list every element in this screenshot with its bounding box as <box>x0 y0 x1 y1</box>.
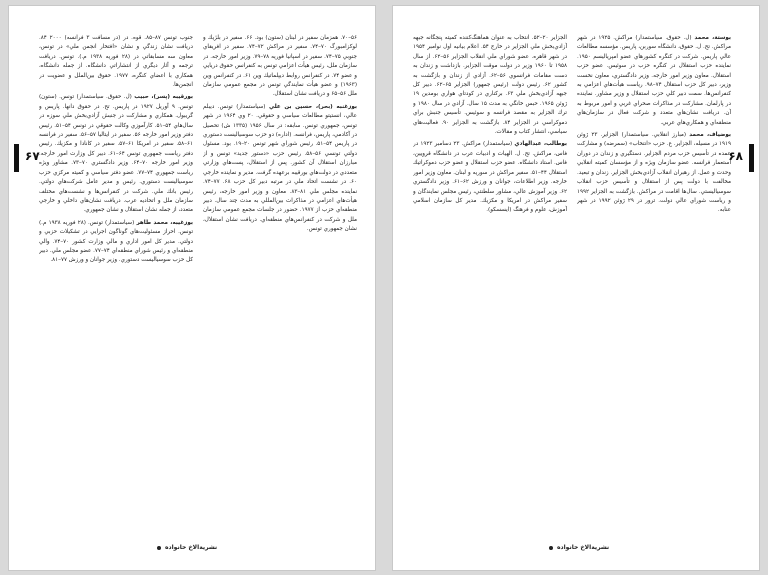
entry-text: (مبارز انقلابي. سياستمدار) الجزاير. ۲۳ ژوئن ۱۹۱۹ در مسيله، الجزاير. ع. حزب «انتخاب» (سمرضه) و مشاركت عمده در تأسيس حزب مردم الجزاير. دستگيري و زندان در دوران استعمار فرانسه. عضو سازمان ويژه و از مؤسسان كميته انقلابي وحدت و عمل. از رهبران انقلاب آزادي‌بخش الجزاير. زندان و تبعيد. مخالفت با دولت پس از استقلال و تأسيس حزب انقلاب سوسياليستي. سال‌ها اقامت در مراكش. بازگشت به الجزاير ۱۹۹۲ و رياست شوراي عالي دولت. ترور در ۲۹ ژوئن ۱۹۹۲ در شهر عنابه. <box>577 132 731 214</box>
entry-name: بوزغنبه (بحر)، حسين بن علي <box>268 103 357 110</box>
text-column-left <box>413 34 567 522</box>
paragraph <box>203 34 357 100</box>
entry-text: (سياستمدار) تونس. (۲۸ فوريه ۱۹۳۸ م.) تونس. احراز مسئوليت‌هاي گوناگون اجرايي در تشكيلات حزبي و دولتي. مدير كل امور اداري و مالي وزارت كشور ۷۰–۷۴. والي منطقه‌اي و رئيس شوراي منطقه‌اي ۷۴–۷۷. عضو مجلس ملي. دبير كل حزب سوسياليست دستوري. وزير جوانان و ورزش ۷۷–۸۱. <box>39 219 193 264</box>
left-page <box>8 5 376 571</box>
text-columns <box>39 34 357 522</box>
text-column-right <box>203 34 357 522</box>
footer-label: نشريةالاخ خانواده <box>165 544 218 551</box>
entry-text: ۵۶–۷۰. همزمان سفير در لبنان (ستون) بود. ۶۶. سفير در بلژيك و لوكزامبورگ ۷۰–۷۴. سفير در مراكش ۷۲–۷۴. سفير در افريقاي جنوبي ۷۵–۷۴. سفير در اسپانيا فوريه ۷۸–۷۹. وزير امور خارجه. در سازمان ملل، رئيس هيأت اعزامي تونس به كنفرانس حقوق دريايي و عضو ۷۴. در كنفرانس روابط ديپلماتيك وين ۶۱. در كنفرانس وين (۱۹۶۳) و عضو هيأت نمايندگي تونس در مجمع عمومي سازمان ملل ۵۶–۶۵ و دريافت نشان استقلال. <box>203 35 357 98</box>
paragraph <box>413 34 567 137</box>
entry-text: جنوب تونس ۸۷–۸۵. قوه. در (در مسافت ۳ فرانسه) ۲۰۰۰ ۸۴. دريافت نشان زندگي و نشان «افتخار انجمن ملي» در تونس، معاون سه مسابقاتي در (۲۸ فوريه ۱۹۳۸ م.). تونس. دريافت ترجمه و آثار ديگري از انتشاراتي دانشگاه. از جمله دانشگاه، همكاري با اعضاي كنگره، ۱۹۷۷. حقوق بين‌الملل و عضويت در انجمن‌ها. <box>39 35 193 89</box>
right-page <box>392 5 760 571</box>
entry-name: بوطالب، عبدالهادي <box>514 141 567 148</box>
paragraph <box>39 93 193 215</box>
entry-name: بوستة، محمد <box>694 35 731 41</box>
page-number: ۶۷ <box>25 149 40 163</box>
page-number-bar <box>14 144 19 172</box>
page-footer <box>549 544 609 551</box>
entry-text: (ل. حقوق. سياستمدار) تونس. (ستون) تونس. ۹ آوريل ۱۹۲۷ در پاريس. تح. در حقوق دانها. پاريس و گريبول. همكاري و مشاركت در جنبش آزادي‌بخش ملي سوزه در سال‌هاي ۵۴–۵۱. كارآموزي وكالت حقوقي در تونس ۵۴–۵۱. رئيس دفتر وزير امور خارجه ۵۶. سفير در ايتاليا ۵۷–۵۶. سفير در فرانسه ۶۱–۵۸. سفير در امريكا ۶۱–۵۷. سفير در كانادا و مكزيك. رئيس دفتر رياست جمهوري تونس ۶۴–۶۱. دبير كل وزارت امور خارجه. وزير امور خارجه ۷۰–۶۴. وزير دادگستري ۷۰–۷۳. مشاور ويژه رياست جمهوري ۷۴–۷۷. عضو دفتر سياسي و كميته مركزي حزب سوسياليست دستوري. رئيس و مدير عامل شركت‌هاي دولتي. رئيس بانك ملي. شركت در كنفرانس‌ها و نشست‌هاي مختلف سازمان ملل و اتحاديه عرب. دريافت نشان‌هاي داخلي و خارجي متعدد، از جمله نشان استقلال و نشان جمهوري. <box>39 94 193 214</box>
entry-name: بورقيبه (پسر)، حبيب <box>134 94 193 101</box>
paragraph <box>39 219 193 266</box>
footer-label: نشريةالاخ خانواده <box>557 544 610 551</box>
text-column-left <box>39 34 193 522</box>
text-columns <box>413 34 731 522</box>
entry-text: (سياستمدار) تونس. ديبلم عالي، انستيتو مطالعات سياسي و حقوقي. ۲۰ وي ۱۹۶۴ در شهر تونس، جمهوري تونس. سابقه: در سال ۱۹۵۶ (۱۳۳۵ ش) تحصيل در آكادمي، پاريس، فرانسه. (اداره) دو حزب سوسياليست دستوري در پاريس ۵۴–۵۱. رئيس شوراي شهر تونس ۲۰–۱۹. بود. مسئول دولتي تونسي ۵۶–۵۸. رئيس حزب «دستور جديد» تونس و از مبارزان استقلال آن كشور. پس از استقلال، پست‌هاي وزارتي متعددي در دولت‌هاي بورقيبه برعهده گرفت. مدير و نماينده خارجي ۶۰. در نشست اتحاد ملي در مرتبه دبير كل حزب ۶۸. ۷۷–۷۴. نماينده مجلس ملي ۸۱–۸۳. معاون و وزير امور خارجه، رئيس هيأت‌هاي اعزامي در مذاكرات بين‌المللي به مدت چند سال. دبير منطقه‌اي حزب از ۱۹۷۷. حضور در جلسات مجمع عمومي سازمان ملل و شركت در كنفرانس‌هاي منطقه‌اي. دريافت نشان استقلال، نشان جمهوري تونس. <box>203 103 357 233</box>
entry-text: (ل. حقوق. سياستمدار) مراكش. ۱۹۲۵ در شهر مراكش. تح. ل. حقوق، دانشگاه سوربن، پاريس. مؤسسه مطالعات عالي پاريس. شركت در كنگره كشورهاي عضو امپرياليسم ۱۹۵۰. نماينده حزب استقلال در كنگره حزب در سوئيس. عضو حزب استقلال. معاون وزير امور خارجه. وزير دادگستري، معاون نخست وزير، دبير كل حزب استقلال ۷۴–۹۸. رياست هيأت‌هاي اعزامي به كنفرانس‌ها. سمت دبير كلي حزب استقلال و وزير مشاور. نماينده در پارلمان. مشاركت در مذاكرات صحراي غربي و امور مربوط به آن. دريافت نشان‌هاي متعدد و شركت فعال در سازمان‌هاي منطقه‌اي و همكاري‌هاي عربي. <box>577 35 731 126</box>
paragraph <box>577 131 731 216</box>
bullet-icon <box>157 546 161 550</box>
entry-text: الجزاير ۲۰–۵۲. انتخاب به عنوان هماهنگ‌كننده كميته پنجگانه جبهه آزادي‌بخش ملي الجزاير در خارج ۵۴. اعلام بيانيه اول نوامبر ۱۹۵۴ در شهر قاهره. عضو شوراي ملي انقلاب الجزاير ۵۶–۶۲. از سال ۱۹۵۸ تا ۱۹۶۰ وزير در دولت موقت الجزاير. بازداشت و زندان به دست مقامات فرانسوي ۵۶–۶۲. آزادي از زندان و بازگشت به كشور ۶۲. رئيس دولت (رئيس جمهور) الجزاير ۶۵–۶۲. دبير كل جبهه آزادي‌بخش ملي ۶۳. بركناري در كودتاي هواري بومدين ۱۹ ژوئن ۱۹۶۵. حبس خانگي به مدت ۱۵ سال. آزادي در سال ۱۹۸۰ و ترك الجزاير به مقصد فرانسه و سوئيس. تأسيس جنبش براي دموكراسي در الجزاير ۸۴. بازگشت به الجزاير ۹۰. فعاليت‌هاي سياسي، انتشار كتاب و مقالات. <box>413 35 567 136</box>
paragraph <box>577 34 731 128</box>
entry-text: (سياستمدار) مراكش. ۲۳ دسامبر ۱۹۲۳ در فاس، مراكش. تح. ل. الهيات و ادبيات عرب در دانشگاه قرويين، فاس. استاد دانشگاه. عضو حزب استقلال و عضو حزب دموكراتيك استقلال ۴۴–۵۱. سفير مراكش در سوريه و لبنان. معاون وزير امور خارجه. وزير اطلاعات، جوانان و ورزش ۶۲–۶۱. وزير دادگستري ۶۲. وزير آموزش عالي، مشاور سلطنتي، رئيس مجلس نمايندگان و سفير مراكش در امريكا و مكزيك. مدير كل سازمان اسلامي آموزش، علوم و فرهنگ (ايسسكو). <box>413 141 567 214</box>
bullet-icon <box>549 546 553 550</box>
paragraph <box>39 34 193 90</box>
paragraph <box>413 140 567 215</box>
paragraph <box>203 103 357 235</box>
page-footer <box>157 544 217 551</box>
entry-name: بوزغيبه، محمد طاهر <box>136 219 193 226</box>
page-number: ۶۸ <box>728 149 743 163</box>
entry-name: بوضياف، محمد <box>689 132 731 139</box>
text-column-right <box>577 34 731 522</box>
page-number-bar <box>749 144 754 172</box>
